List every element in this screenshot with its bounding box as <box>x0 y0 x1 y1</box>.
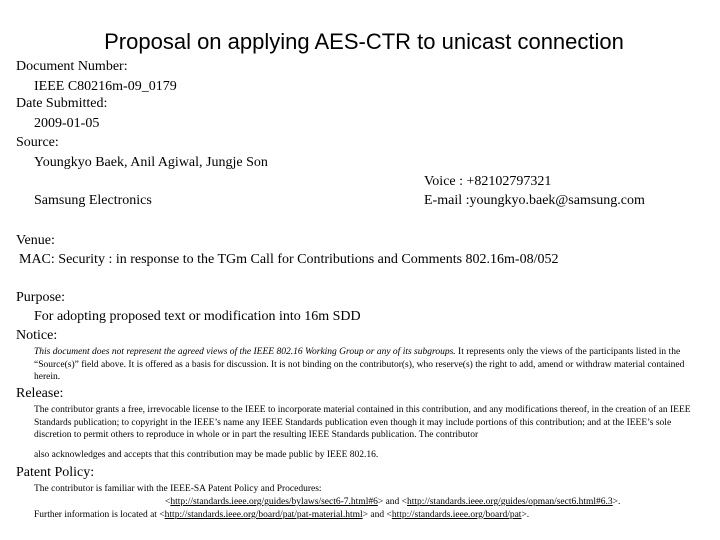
release-text-2: also acknowledges and accepts that this contribution may be made public by IEEE 802.16. <box>34 450 379 460</box>
patent-policy-intro: The contributor is familiar with the IEEE-SA Patent Policy and Procedures: <box>34 484 322 494</box>
pat-material-link[interactable]: http://standards.ieee.org/board/pat/pat-material.html <box>164 510 363 520</box>
notice-label: Notice: <box>16 328 58 343</box>
board-pat-link[interactable]: http://standards.ieee.org/board/pat <box>391 510 522 520</box>
patent-policy-label: Patent Policy: <box>16 465 95 480</box>
date-submitted-label: Date Submitted: <box>16 96 108 111</box>
purpose-value: For adopting proposed text or modification into 16m SDD <box>34 309 361 324</box>
source-voice: Voice : +82102797321 <box>424 174 552 189</box>
source-label: Source: <box>16 135 59 150</box>
notice-italic: This document does not represent the agreed views of the IEEE 802.16 Working Group or any of its subgroups. <box>34 347 456 357</box>
source-organization: Samsung Electronics <box>34 193 152 208</box>
patent-links-line: <http://standards.ieee.org/guides/bylaws/sect6-7.html#6> and <http://standards.ieee.org/guides/opman/sect6.html#6.3>. <box>165 497 621 507</box>
source-email: E-mail :youngkyo.baek@samsung.com <box>424 193 645 208</box>
notice-rest: It represents only the views of the participants listed in the “Source(s)” field above. It is offered as a basis for discussion. It is not binding on the contributor(s), who reserve(s) the right to add, amend or withdraw material contained herein. <box>34 347 685 382</box>
document-number-value: IEEE C80216m-09_0179 <box>34 79 177 94</box>
notice-text <box>34 346 706 384</box>
source-authors: Youngkyo Baek, Anil Agiwal, Jungje Son <box>34 155 268 170</box>
venue-label: Venue: <box>16 233 55 248</box>
release-text: The contributor grants a free, irrevocable license to the IEEE to incorporate material contained in this contribution, and any modifications thereof, in the creation of an IEEE Standards publication; to copyright in the IEEE’s name any IEEE Standards publication even though it may include portions of this contribution; and at the IEEE’s sole discretion to permit others to reproduce in whole or in part the resulting IEEE Standards publication. The contributor <box>34 405 691 440</box>
further-info-text: Further information is located at < <box>34 510 165 520</box>
purpose-label: Purpose: <box>16 290 65 305</box>
release-label: Release: <box>16 386 64 401</box>
page-title: Proposal on applying AES-CTR to unicast connection <box>104 29 624 54</box>
opman-link[interactable]: http://standards.ieee.org/guides/opman/sect6.html#6.3 <box>407 497 613 507</box>
venue-value: MAC: Security : in response to the TGm Call for Contributions and Comments 802.16m-08/052 <box>19 252 559 267</box>
document-number-label: Document Number: <box>16 59 128 74</box>
further-info-line: Further information is located at <http://standards.ieee.org/board/pat/pat-material.html> and <http://standards.ieee.org/board/pat>. <box>34 510 530 520</box>
date-submitted-value: 2009-01-05 <box>34 116 100 131</box>
bylaws-link[interactable]: http://standards.ieee.org/guides/bylaws/sect6-7.html#6 <box>170 497 378 507</box>
